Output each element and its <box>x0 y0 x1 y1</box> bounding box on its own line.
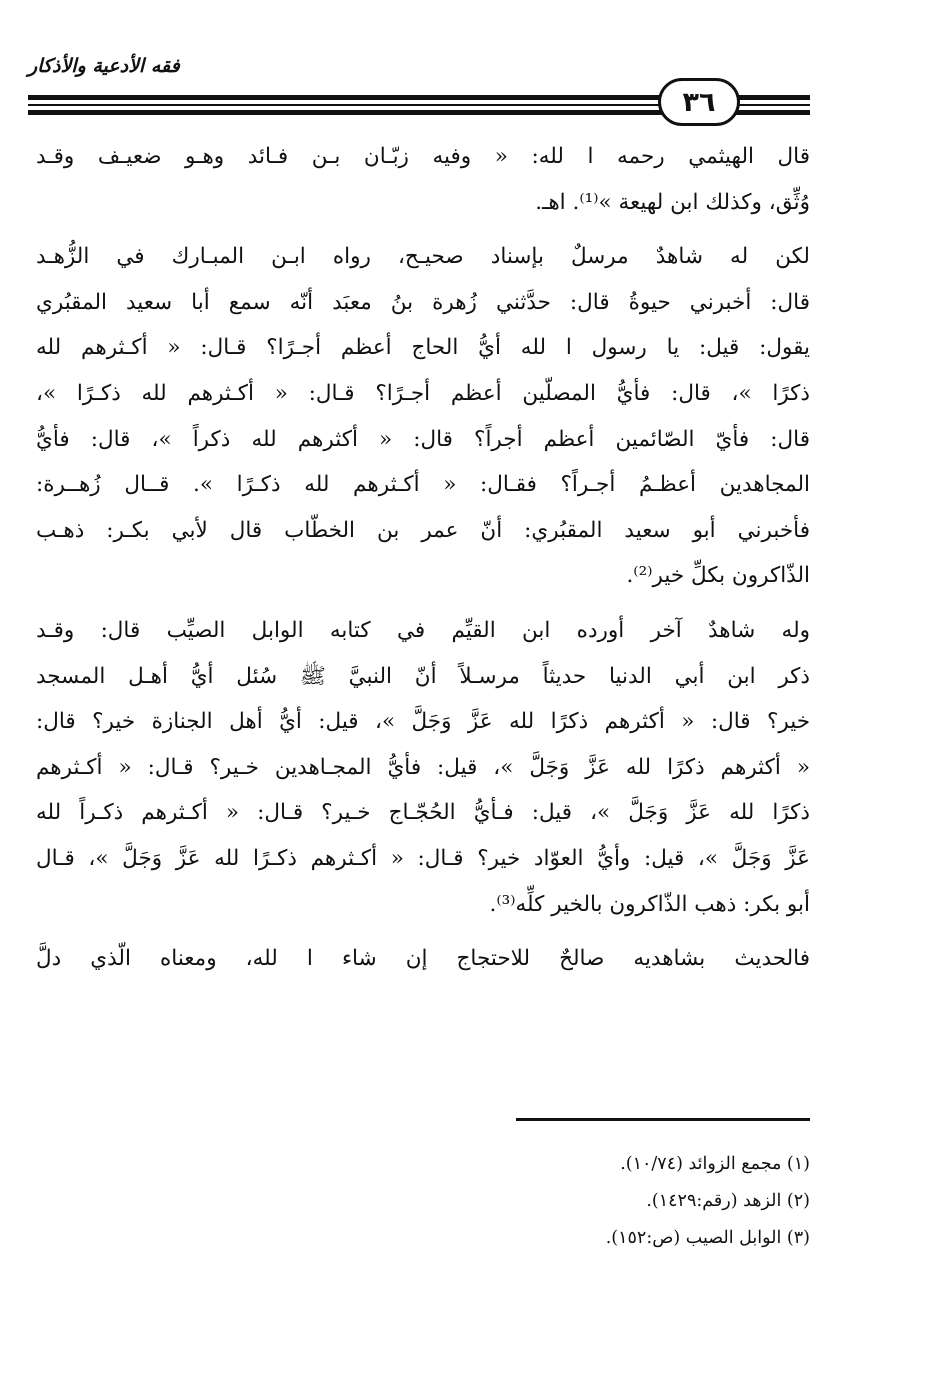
main-text <box>36 134 810 982</box>
text-line: قال الهيثمي رحمه ا لله: « وفيه زبّـان بـن فـائد وهـو ضعيـف وقـد <box>36 144 810 169</box>
text-line: فأخبرني أبو سعيد المقبُري: أنّ عمر بن الخطّاب قال لأبي بكـر: ذهـب <box>36 517 810 543</box>
footnote-separator <box>516 1118 810 1121</box>
text-line: وُثِّق، وكذلك ابن لهيعة »⁽¹⁾. اهـ. <box>535 189 810 215</box>
text-line: يقول: قيل: يا رسول ا لله أيُّ الحاج أعظم أجـرًا؟ قـال: « أكـثرهم لله <box>36 335 810 361</box>
text-line: قال: أخبرني حيوةُ قال: حدَّثني زُهرة بنُ معبَد أنّه سمع أبا سعيد المقبُري <box>36 289 810 315</box>
text-line: ذكرًا »، قال: فأيُّ المصلّين أعظم أجـرًا؟ قـال: « أكـثرهم لله ذكـرًا »، <box>36 380 810 406</box>
text-line: فالحديث بشاهديه صالحٌ للاحتجاج إن شاء ا لله، ومعناه الّذي دلَّ <box>36 946 810 972</box>
text-line: « أكثرهم ذكرًا لله عَزَّ وَجَلَّ »، قيل: فأيُّ المجـاهدين خـير؟ قـال: « أكـثرهم <box>36 754 810 780</box>
text-line: المجاهدين أعظـمُ أجـراً؟ فقـال: « أكـثرهم لله ذكـرًا ». قــال زُهــرة: <box>36 472 810 498</box>
text-line: خير؟ قال: « أكثرهم ذكرًا لله عَزَّ وَجَلَّ »، قيل: أيُّ أهل الجنازة خير؟ قال: <box>36 709 810 735</box>
text-line: عَزَّ وَجَلَّ »، قيل: وأيُّ العوّاد خير؟ قـال: « أكـثرهم ذكـرًا لله عَزَّ وَجَلَّ »، قـال <box>36 845 810 871</box>
running-header-title: فقه الأدعية والأذكار <box>28 55 180 77</box>
page-number-badge <box>658 78 740 126</box>
text-line: قال: فأيّ الصّائمين أعظم أجراً؟ قال: « أكثرهم لله ذكراً »، قال: فأيُّ <box>36 426 810 452</box>
footnote-2: (٢) الزهد (رقم:١٤٢٩). <box>646 1191 810 1211</box>
footnote-1: (١) مجمع الزوائد (١٠/٧٤). <box>620 1154 810 1174</box>
page-number: ٣٦ <box>682 86 716 118</box>
footnote-3: (٣) الوابل الصيب (ص:١٥٢). <box>605 1228 810 1248</box>
text-line: وله شاهدٌ آخر أورده ابن القيِّم في كتابه الوابل الصيِّب قال: وقـد <box>36 617 810 643</box>
text-line: ذكر ابن أبي الدنيا حديثاً مرسـلاً أنّ النبيَّ ﷺ سُئل أيُّ أهـل المسجد <box>36 663 810 689</box>
footnotes <box>300 1146 810 1257</box>
text-line: الذّاكرون بكلِّ خير⁽²⁾. <box>626 563 810 589</box>
text-line: لكن له شاهدٌ مرسلٌ بإسناد صحيـح، رواه ابـن المبـارك في الزُّهـد <box>36 244 810 270</box>
text-line: أبو بكر: ذهب الذّاكرون بالخير كلِّه⁽³⁾. <box>489 891 810 917</box>
text-line: ذكرًا لله عَزَّ وَجَلَّ »، قيل: فـأيُّ الحُجّـاج خـير؟ قـال: « أكـثرهم ذكـراً لله <box>36 800 810 826</box>
